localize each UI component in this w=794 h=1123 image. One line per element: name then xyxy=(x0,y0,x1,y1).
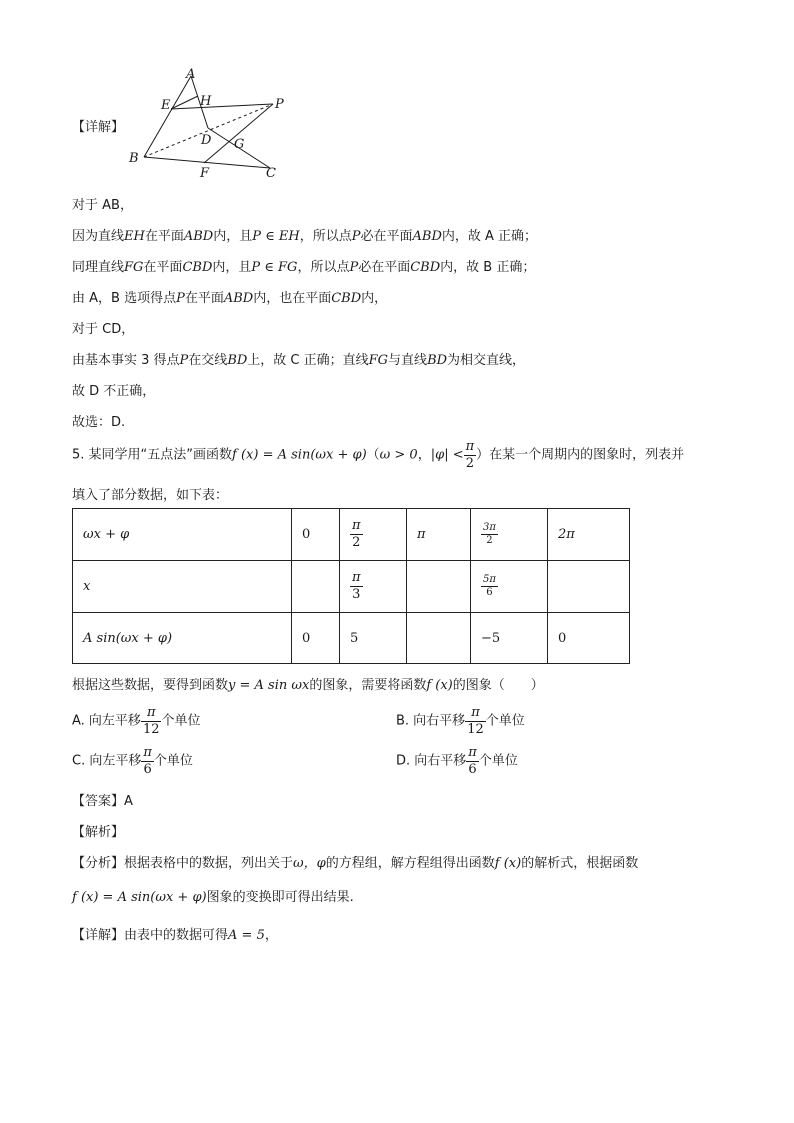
table-cell: 0 xyxy=(292,613,340,664)
table-cell: 0 xyxy=(548,613,630,664)
table-row xyxy=(73,613,630,664)
line-cd: 对于 CD， xyxy=(72,322,135,337)
option-a[interactable]: A. 向左平移 $\frac{\pi}{12}$ 个单位 xyxy=(72,705,201,737)
analysis-line2: f (x) = A sin(ωx + φ)图象的变换即可得出结果. xyxy=(72,890,354,905)
option-d[interactable]: D. 向右平移 $\frac{\pi}{6}$ 个单位 xyxy=(396,745,518,777)
label-B: B xyxy=(129,151,139,166)
table-cell: 2π xyxy=(548,509,630,561)
table-cell: $\frac{5\pi}{6}$ xyxy=(471,561,548,613)
detail-line: 【详解】由表中的数据可得A = 5， xyxy=(72,928,278,943)
table-cell xyxy=(292,561,340,613)
line-choice-d: 故选：D. xyxy=(72,415,126,430)
table-head-cell: ωx + φ xyxy=(73,509,292,561)
detail-label-1: 【详解】 xyxy=(72,120,125,135)
label-G: G xyxy=(234,137,245,152)
label-H: H xyxy=(200,94,212,109)
label-C: C xyxy=(266,166,276,181)
question-prompt: 根据这些数据，要得到函数y = A sin ωx的图象，需要将函数f (x)的图象（ ） xyxy=(72,678,544,693)
line-b-correct: 同理直线FG在平面CBD内，且P ∈ FG，所以点P必在平面CBD内，故 B 正确； xyxy=(72,260,536,275)
question-5-line2: 填入了部分数据，如下表： xyxy=(72,488,229,503)
option-c[interactable]: C. 向左平移 $\frac{\pi}{6}$ 个单位 xyxy=(72,745,193,777)
line-ab-summary: 由 A，B 选项得点P在平面ABD内，也在平面CBD内， xyxy=(72,291,388,306)
table-cell: $\frac{3\pi}{2}$ xyxy=(471,509,548,561)
table-cell: $\frac{\pi}{2}$ xyxy=(340,509,407,561)
table-cell: $\frac{\pi}{3}$ xyxy=(340,561,407,613)
analysis-line1: 【分析】根据表格中的数据，列出关于ω，φ的方程组，解方程组得出函数f (x)的解析式，根据函数 xyxy=(72,856,639,871)
table-head-cell: A sin(ωx + φ) xyxy=(73,613,292,664)
label-D: D xyxy=(201,133,212,148)
table-cell: 5 xyxy=(340,613,407,664)
question-5-line1: 5. 某同学用“五点法”画函数f (x) = A sin(ωx + φ)（ω > 0，|φ| < $\frac{\pi}{2}$ ）在某一个周期内的图象时，列表并 xyxy=(72,439,685,471)
line-c-correct: 由基本事实 3 得点P在交线BD上，故 C 正确；直线FG与直线BD为相交直线， xyxy=(72,353,526,368)
label-A: A xyxy=(186,67,196,82)
analysis-label: 【解析】 xyxy=(72,825,125,840)
line-EP xyxy=(171,104,273,109)
label-P: P xyxy=(275,97,284,112)
table-cell: 0 xyxy=(292,509,340,561)
table-cell: −5 xyxy=(471,613,548,664)
table-row xyxy=(73,561,630,613)
label-F: F xyxy=(200,166,210,181)
table-cell xyxy=(548,561,630,613)
fraction-pi-over-2: $\frac{\pi}{2}$ xyxy=(465,439,475,471)
table-cell xyxy=(407,613,471,664)
line-a-correct: 因为直线EH在平面ABD内，且P ∈ EH，所以点P必在平面ABD内，故 A 正确； xyxy=(72,229,538,244)
table-cell: π xyxy=(407,509,471,561)
edge-AB xyxy=(144,76,191,157)
geometry-figure xyxy=(120,62,300,184)
five-point-table xyxy=(72,508,630,664)
line-d-incorrect: 故 D 不正确， xyxy=(72,384,156,399)
table-head-cell: x xyxy=(73,561,292,613)
line-ab: 对于 AB， xyxy=(72,198,133,213)
table-cell xyxy=(407,561,471,613)
table-row xyxy=(73,509,630,561)
line-PF xyxy=(204,104,273,163)
answer-line: 【答案】A xyxy=(72,794,133,809)
option-b[interactable]: B. 向右平移 $\frac{\pi}{12}$ 个单位 xyxy=(396,705,525,737)
label-E: E xyxy=(161,98,171,113)
